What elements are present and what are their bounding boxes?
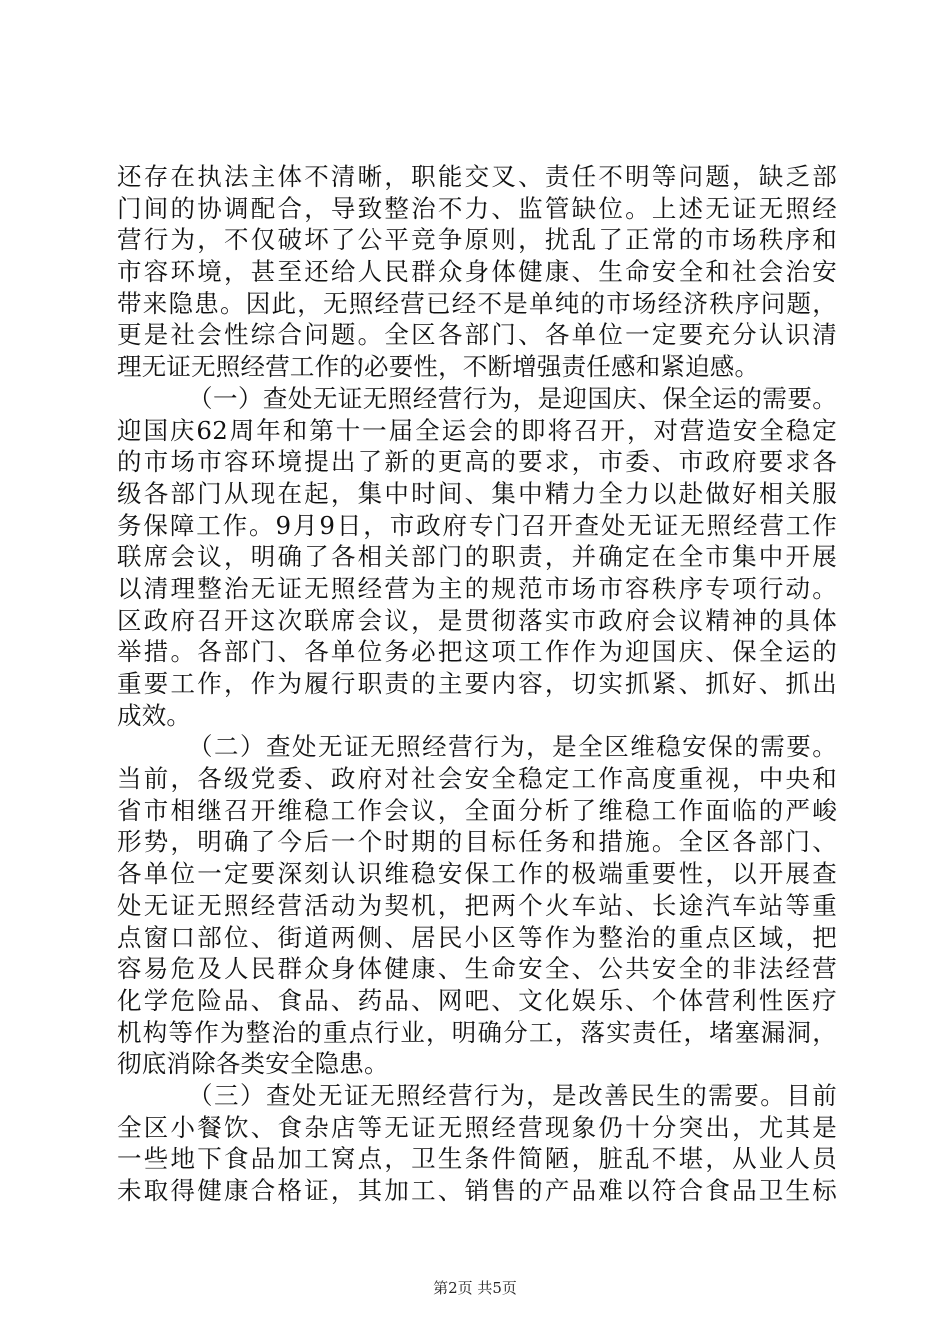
text-line: 全区小餐饮、食杂店等无证无照经营现象仍十分突出，尤其是	[117, 1112, 837, 1142]
text-line: 省市相继召开维稳工作会议，全面分析了维稳工作面临的严峻	[117, 795, 837, 825]
text-line: 形势，明确了今后一个时期的目标任务和措施。全区各部门、	[117, 827, 837, 857]
text-line: 还存在执法主体不清晰，职能交叉、责任不明等问题，缺乏部	[117, 162, 837, 191]
text-line: 未取得健康合格证，其加工、销售的产品难以符合食品卫生标	[117, 1176, 837, 1205]
text-line: 以清理整治无证无照经营为主的规范市场市容秩序专项行动。	[117, 573, 837, 603]
page-footer: 第2页 共5页	[433, 1279, 517, 1297]
text-line: 彻底消除各类安全隐患。	[117, 1049, 389, 1079]
text-line: 联席会议，明确了各相关部门的职责，并确定在全市集中开展	[117, 542, 837, 572]
text-line: 市容环境，甚至还给人民群众身体健康、生命安全和社会治安	[117, 257, 837, 287]
text-line: 迎国庆62周年和第十一届全运会的即将召开，对营造安全稳定	[117, 415, 837, 445]
text-line: 的市场市容环境提出了新的更高的要求，市委、市政府要求各	[117, 447, 837, 477]
text-line: 容易危及人民群众身体健康、生命安全、公共安全的非法经营	[117, 954, 837, 984]
text-line: 带来隐患。因此，无照经营已经不是单纯的市场经济秩序问题，	[117, 288, 837, 318]
text-line: 一些地下食品加工窝点，卫生条件简陋，脏乱不堪，从业人员	[117, 1144, 837, 1174]
text-line: （一）查处无证无照经营行为，是迎国庆、保全运的需要。	[188, 383, 837, 413]
text-line: 重要工作，作为履行职责的主要内容，切实抓紧、抓好、抓出	[117, 669, 837, 698]
text-line: 营行为，不仅破坏了公平竞争原则，扰乱了正常的市场秩序和	[117, 225, 837, 255]
text-line: 门间的协调配合，导致整治不力、监管缺位。上述无证无照经	[117, 193, 837, 223]
text-line: 化学危险品、食品、药品、网吧、文化娱乐、个体营利性医疗	[117, 985, 837, 1015]
text-line: 理无证无照经营工作的必要性，不断增强责任感和紧迫感。	[117, 352, 760, 382]
text-line: （三）查处无证无照经营行为，是改善民生的需要。目前	[188, 1080, 837, 1110]
document-body	[117, 161, 837, 1207]
text-line: 区政府召开这次联席会议，是贯彻落实市政府会议精神的具体	[117, 605, 837, 635]
text-line: 务保障工作。9月9日，市政府专门召开查处无证无照经营工作	[117, 510, 837, 540]
text-line: 级各部门从现在起，集中时间、集中精力全力以赴做好相关服	[117, 478, 837, 508]
text-line: 举措。各部门、各单位务必把这项工作作为迎国庆、保全运的	[117, 637, 837, 667]
text-line: 当前，各级党委、政府对社会安全稳定工作高度重视，中央和	[117, 764, 837, 794]
text-line: 点窗口部位、街道两侧、居民小区等作为整治的重点区域，把	[117, 922, 837, 952]
text-line: 更是社会性综合问题。全区各部门、各单位一定要充分认识清	[117, 320, 837, 350]
text-line: 成效。	[117, 700, 192, 730]
text-line: 处无证无照经营活动为契机，把两个火车站、长途汽车站等重	[117, 890, 837, 920]
text-line: 机构等作为整治的重点行业，明确分工，落实责任，堵塞漏洞，	[117, 1017, 837, 1047]
text-line: （二）查处无证无照经营行为，是全区维稳安保的需要。	[188, 732, 837, 762]
text-line: 各单位一定要深刻认识维稳安保工作的极端重要性，以开展查	[117, 859, 837, 889]
